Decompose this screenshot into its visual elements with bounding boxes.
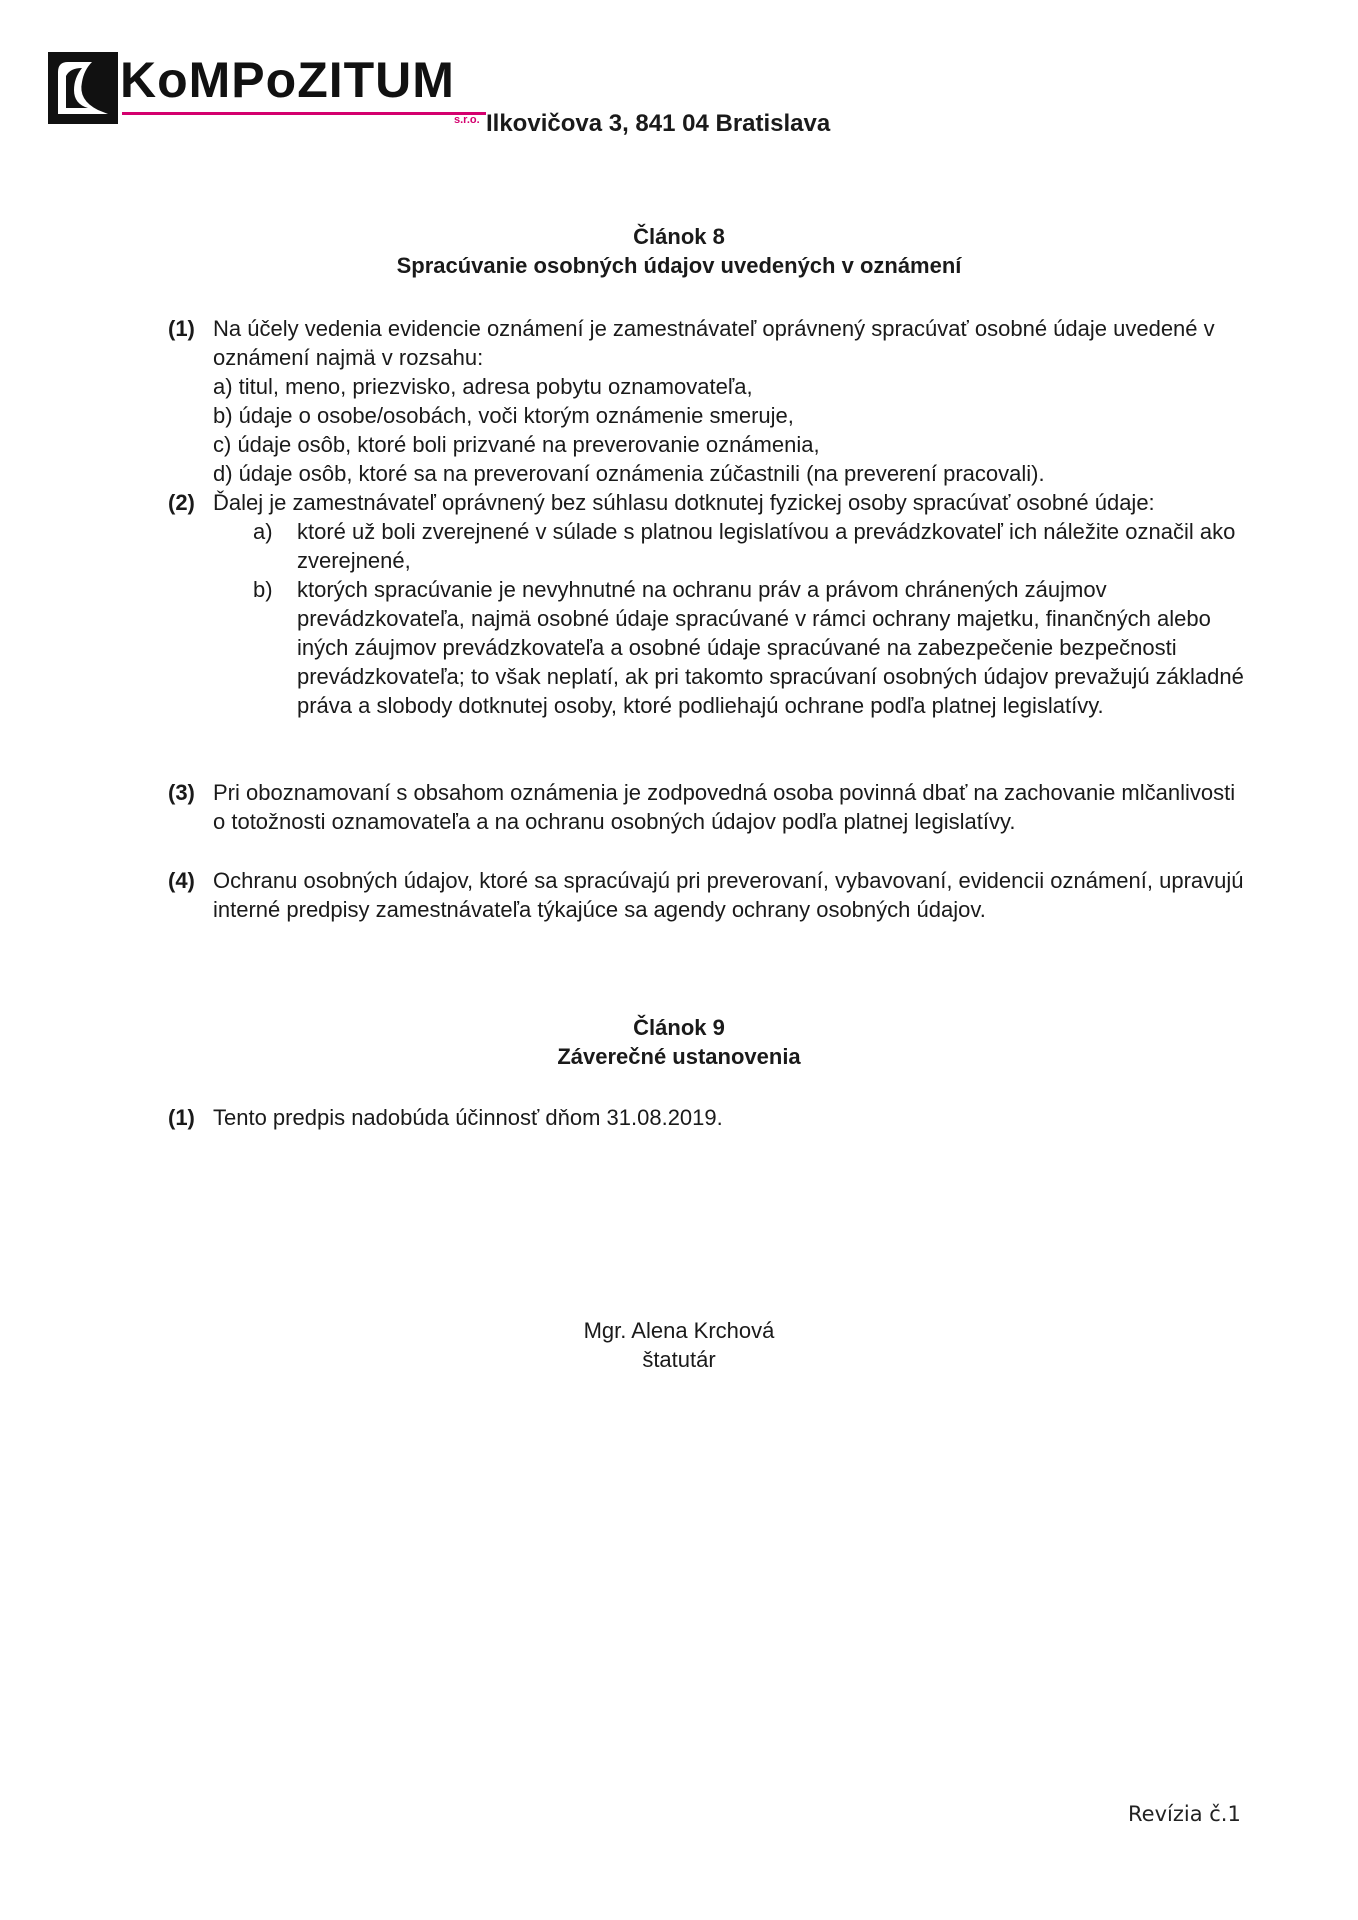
paragraph-text: Na účely vedenia evidencie oznámení je zamestnávateľ oprávnený spracúvať osobné údaje uvedené v oznámení najmä v rozsahu: xyxy=(213,316,1215,370)
list-item: a) titul, meno, priezvisko, adresa pobytu oznamovateľa, xyxy=(213,374,753,399)
article-8-subtitle: Spracúvanie osobných údajov uvedených v oznámení xyxy=(396,253,962,278)
logo-mark-shape xyxy=(48,52,118,124)
article-8-title: Článok 8 xyxy=(633,224,725,249)
revision-label: Revízia č.1 xyxy=(1128,1802,1241,1826)
list-item-letter: b) xyxy=(253,577,273,602)
article-8-paragraph-3 xyxy=(168,778,1248,836)
paragraph-number: (3) xyxy=(168,780,195,805)
paragraph-text: Ďalej je zamestnávateľ oprávnený bez súhlasu dotknutej fyzickej osoby spracúvať osobné údaje: xyxy=(213,490,1155,515)
list-item: b) údaje o osobe/osobách, voči ktorým oznámenie smeruje, xyxy=(213,403,794,428)
paragraph-text: Pri oboznamovaní s obsahom oznámenia je zodpovedná osoba povinná dbať na zachovanie mlčanlivosti o totožnosti oznamovateľa a na ochranu osobných údajov podľa platnej legislatívy. xyxy=(213,780,1236,834)
logo-mark xyxy=(48,52,118,124)
article-9-subtitle: Záverečné ustanovenia xyxy=(557,1044,801,1069)
logo-wordmark: KoMPoZITUM xyxy=(120,52,455,108)
company-logo xyxy=(48,50,500,128)
list-item-letter: a) xyxy=(253,519,273,544)
list-item: d) údaje osôb, ktoré sa na preverovaní oznámenia zúčastnili (na preverení pracovali). xyxy=(213,461,1045,486)
article-9-title: Článok 9 xyxy=(633,1015,725,1040)
article-8-paragraph-1 xyxy=(168,314,1248,488)
logo-underline xyxy=(122,112,486,115)
paragraph-number: (4) xyxy=(168,868,195,893)
paragraph-text: Tento predpis nadobúda účinnosť dňom 31.08.2019. xyxy=(213,1105,723,1130)
list-item-text: ktoré už boli zverejnené v súlade s platnou legislatívou a prevádzkovateľ ich náležite označil ako zverejnené, xyxy=(297,519,1236,573)
paragraph-number: (1) xyxy=(168,1105,195,1130)
paragraph-number: (1) xyxy=(168,316,195,341)
paragraph-number: (2) xyxy=(168,490,195,515)
signatory-role: štatutár xyxy=(642,1347,716,1372)
company-address: Ilkovičova 3, 841 04 Bratislava xyxy=(486,110,831,137)
list-item-text: ktorých spracúvanie je nevyhnutné na ochranu práv a právom chránených záujmov prevádzkovateľa, najmä osobné údaje spracúvané v rámci ochrany majetku, finančných alebo iných záujmov prevádzkovateľa a osobné údaje spracúvané na zabezpečenie bezpečnosti prevádzkovateľa; to však neplatí, ak pri takomto spracúvaní osobných údajov prevažujú základné práva a slobody dotknutej osoby, ktoré podliehajú ochrane podľa platnej legislatívy. xyxy=(297,577,1244,718)
list-item: c) údaje osôb, ktoré boli prizvané na preverovanie oznámenia, xyxy=(213,432,820,457)
paragraph-text: Ochranu osobných údajov, ktoré sa spracúvajú pri preverovaní, vybavovaní, evidencii oznámení, upravujú interné predpisy zamestnávateľa týkajúce sa agendy ochrany osobných údajov. xyxy=(213,868,1244,922)
signatory-name: Mgr. Alena Krchová xyxy=(583,1318,775,1343)
article-9-paragraph-1 xyxy=(168,1103,1248,1132)
list-item xyxy=(213,517,1248,575)
list-item xyxy=(213,575,1248,720)
article-8-paragraph-4 xyxy=(168,866,1248,924)
logo-suffix: s.r.o. xyxy=(454,114,480,126)
article-8-paragraph-2 xyxy=(168,488,1248,720)
